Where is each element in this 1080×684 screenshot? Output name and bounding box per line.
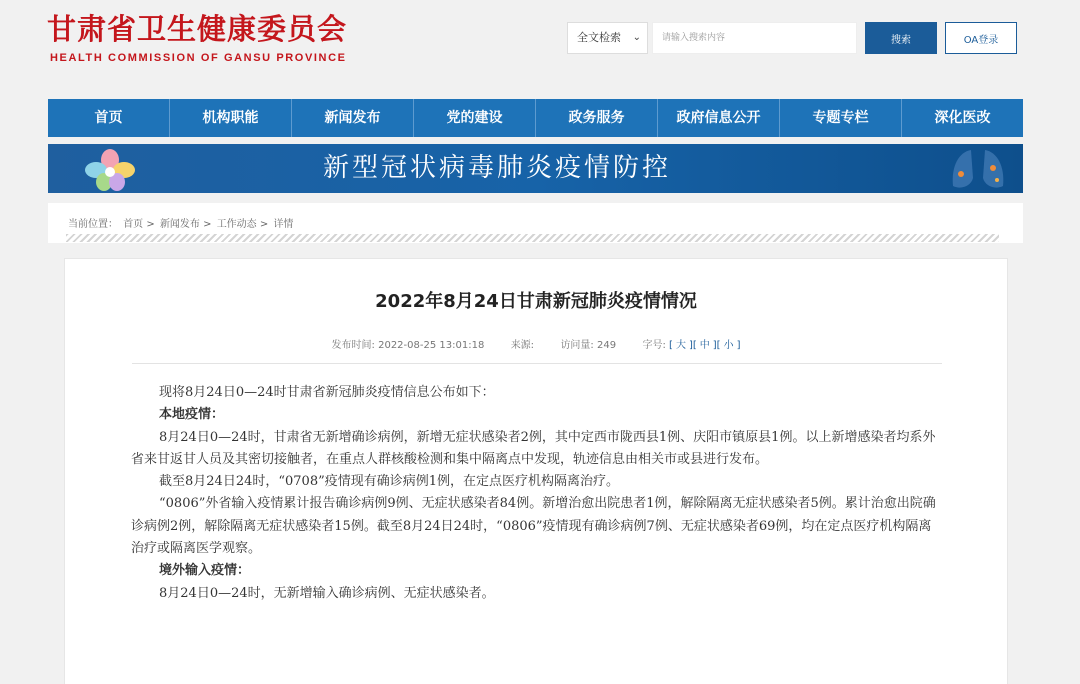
- nav-item-party[interactable]: 党的建设: [414, 99, 536, 137]
- site-logo-title[interactable]: 甘肃省卫生健康委员会: [47, 12, 348, 46]
- views-count: 249: [597, 340, 617, 351]
- article-subheading: 境外输入疫情：: [159, 563, 251, 579]
- chevron-down-icon: ⌄: [632, 32, 641, 43]
- breadcrumb: [68, 215, 295, 230]
- nav-item-services[interactable]: 政务服务: [536, 99, 658, 137]
- publish-label: 发布时间:: [331, 340, 375, 351]
- article-paragraph: “0806”外省输入疫情累计报告确诊病例9例、无症状感染者84例。新增治愈出院患者1例，解除隔离无症状感染者5例。累计治愈出院确诊病例2例，解除隔离无症状感染者15例。截至8月24日24时，“0806”疫情现有确诊病例7例、无症状感染者69例，均在定点医疗机构隔离治疗或隔离医学观察。: [131, 496, 936, 557]
- lungs-icon: [941, 144, 1015, 193]
- breadcrumb-work-news[interactable]: 工作动态 >: [216, 219, 269, 230]
- site-logo-subtitle: HEALTH COMMISSION OF GANSU PROVINCE: [50, 52, 347, 64]
- nav-item-news[interactable]: 新闻发布: [292, 99, 414, 137]
- article-panel: [64, 258, 1008, 684]
- article-paragraph: 现将8月24日0—24时甘肃省新冠肺炎疫情信息公布如下：: [159, 385, 495, 400]
- font-size-label: 字号:: [642, 340, 666, 351]
- font-size-large[interactable]: 大: [675, 340, 686, 351]
- nav-item-disclosure[interactable]: 政府信息公开: [658, 99, 780, 137]
- views-label: 访问量:: [560, 340, 594, 351]
- publish-time: 2022-08-25 13:01:18: [378, 340, 485, 351]
- search-scope-select[interactable]: [567, 22, 648, 54]
- nav-item-home[interactable]: 首页: [48, 99, 170, 137]
- breadcrumb-current: 详情: [273, 219, 294, 230]
- article-title: 2022年8月24日甘肃新冠肺炎疫情情况: [375, 291, 697, 312]
- article-paragraph: 截至8月24日24时，“0708”疫情现有确诊病例1例，在定点医疗机构隔离治疗。: [159, 474, 620, 490]
- font-size-small[interactable]: 小: [723, 340, 734, 351]
- meta-divider: [132, 363, 942, 364]
- site-header: [0, 0, 1080, 96]
- breadcrumb-label: 当前位置：: [68, 219, 118, 230]
- breadcrumb-news[interactable]: 新闻发布 >: [159, 219, 212, 230]
- hatch-divider: [66, 234, 999, 242]
- font-size-switcher: [ 大 ][ 中 ][ 小 ]: [669, 340, 741, 351]
- font-size-medium[interactable]: 中: [699, 340, 710, 351]
- covid-banner[interactable]: [48, 144, 1023, 193]
- breadcrumb-home[interactable]: 首页 >: [123, 219, 155, 230]
- source-label: 来源:: [510, 340, 535, 351]
- search-button[interactable]: 搜索: [865, 22, 937, 54]
- oa-login-button[interactable]: OA登录: [945, 22, 1017, 54]
- article-subheading: 本地疫情：: [159, 407, 225, 423]
- nav-item-topics[interactable]: 专题专栏: [780, 99, 902, 137]
- nav-item-functions[interactable]: 机构职能: [170, 99, 292, 137]
- search-input[interactable]: [652, 22, 857, 54]
- article-meta: [65, 336, 1007, 351]
- flower-icon: [80, 144, 140, 193]
- search-scope-label: 全文检索: [577, 31, 621, 44]
- main-nav: [48, 99, 1023, 137]
- breadcrumb-area: [48, 203, 1023, 243]
- article-body: [131, 382, 943, 605]
- article-paragraph: 8月24日0—24时，无新增输入确诊病例、无症状感染者。: [159, 585, 495, 601]
- nav-item-reform[interactable]: 深化医改: [934, 110, 991, 126]
- banner-title: 新型冠状病毒肺炎疫情防控: [323, 153, 672, 183]
- article-paragraph: 8月24日0—24时，甘肃省无新增确诊病例，新增无症状感染者2例，其中定西市陇西县1例、庆阳市镇原县1例。以上新增感染者均系外省来甘返甘人员及其密切接触者，在重点人群核酸检测和集中隔离点中发现，轨迹信息由相关市或县进行发布。: [131, 429, 936, 467]
